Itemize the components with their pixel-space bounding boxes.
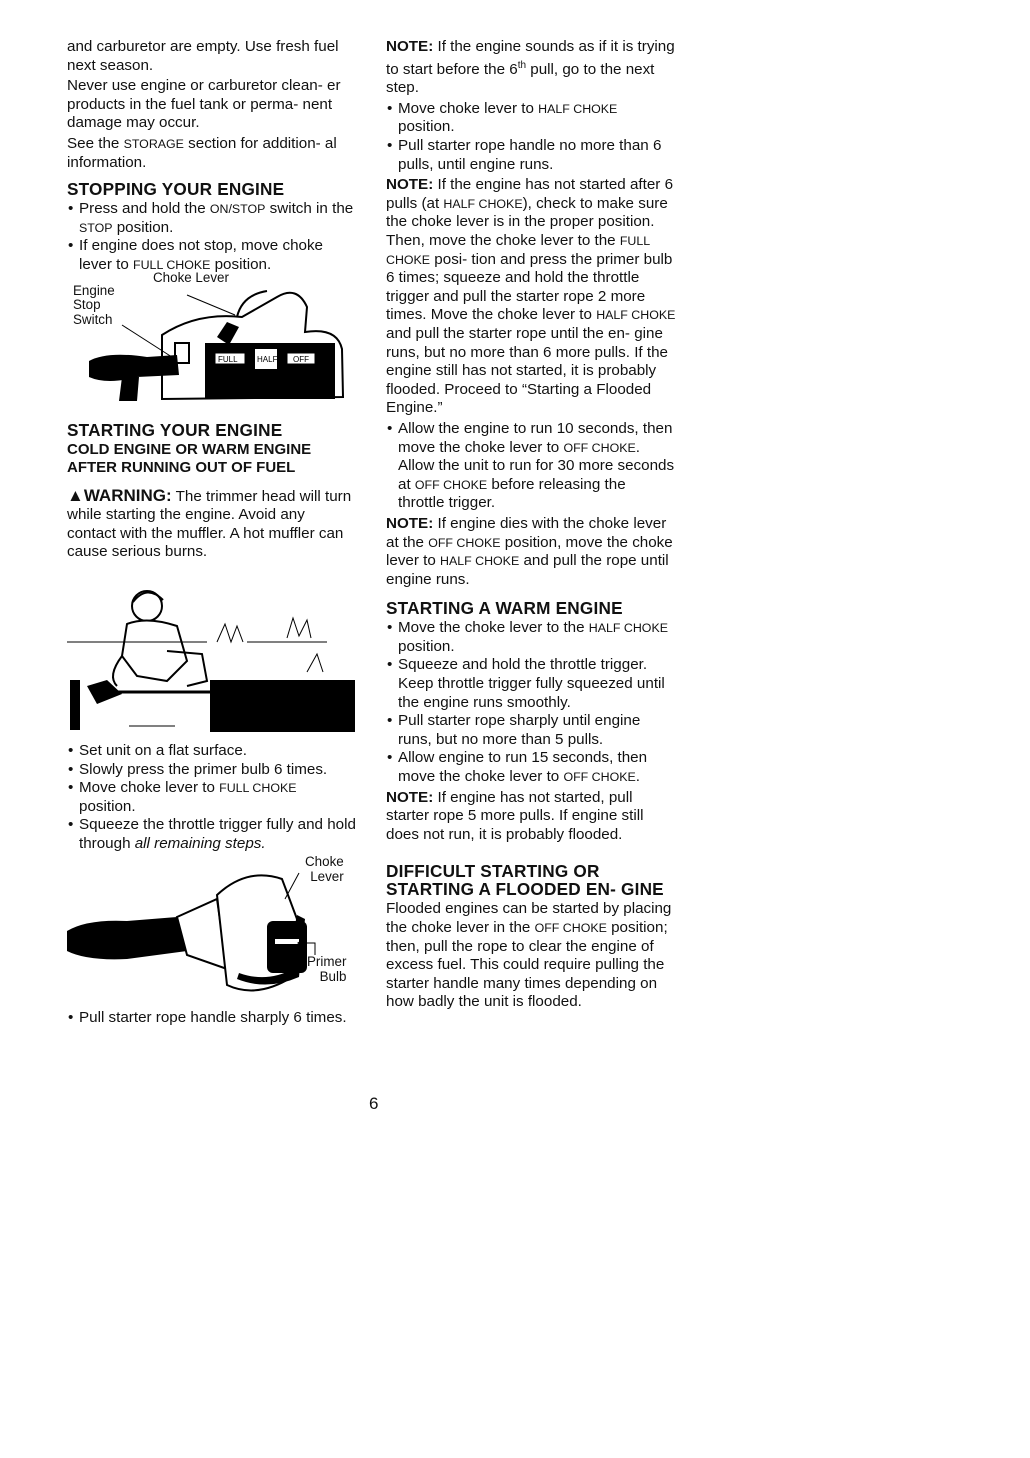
text: . Allow the unit to run for 30 more seconds at [398, 438, 675, 493]
text: Move the choke lever to the [398, 619, 589, 637]
note-2 [386, 176, 676, 418]
panel-full-label: FULL [218, 354, 238, 364]
text: section for addition- al information. [67, 134, 337, 171]
smallcaps: HALF CHOKE [443, 196, 523, 211]
smallcaps: OFF CHOKE [563, 440, 636, 455]
note-4 [386, 789, 676, 845]
text: Flooded engines can be started by placing the choke lever in the [386, 900, 672, 936]
text: See the [67, 134, 124, 152]
text: position, move the choke lever to [386, 533, 673, 570]
text: Squeeze and hold the throttle trigger. Keep throttle trigger fully squeezed until the engine runs smoothly. [398, 656, 665, 711]
list-item [386, 137, 676, 174]
list-item [67, 742, 357, 761]
primer-figure [67, 854, 357, 1001]
italic-text: all remaining steps. [134, 834, 266, 852]
note-3 [386, 515, 676, 589]
smallcaps: STORAGE [123, 136, 184, 151]
text: posi- tion and press the primer bulb 6 times; squeeze and hold the throttle trigger and pull the starter rope 2 more times. Move the choke lever to [386, 250, 673, 324]
engine-stop-switch-label: Engine Stop Switch [73, 282, 115, 327]
flooded-heading: DIFFICULT STARTING OR STARTING A FLOODED EN- GINE [386, 861, 664, 900]
text: Move choke lever to [79, 779, 220, 797]
stopping-list [67, 200, 357, 274]
primer-bulb-label: Primer Bulb [307, 954, 347, 984]
text: position. [112, 218, 174, 236]
left-column [67, 38, 357, 1030]
list-item [67, 237, 357, 274]
text: If engine has not started, pull starter rope 5 more pulls. If engine still does not run, it is probably flooded. [386, 788, 644, 843]
last-step-list [67, 1009, 357, 1028]
text: position. [210, 255, 272, 273]
text: Slowly press the primer bulb 6 times. [79, 760, 328, 778]
warm-engine-heading: STARTING A WARM ENGINE [386, 598, 623, 619]
smallcaps: OFF CHOKE [563, 770, 636, 785]
list-item [67, 761, 357, 780]
text: If the engine sounds as if it is trying to start before the 6 [386, 38, 675, 78]
text: If engine does not stop, move choke lever to [79, 237, 324, 273]
smallcaps: OFF CHOKE [414, 477, 488, 492]
text: and pull the rope until engine runs. [386, 552, 669, 588]
page-number: 6 [369, 1094, 379, 1113]
smallcaps: HALF CHOKE [588, 621, 668, 636]
text: Set unit on a flat surface. [79, 741, 248, 759]
warm-engine-list [386, 619, 676, 786]
list-item [386, 420, 676, 513]
warning-icon: ▲ [67, 485, 84, 505]
starting-figure [67, 576, 357, 732]
smallcaps: HALF CHOKE [538, 101, 618, 116]
see-storage-paragraph [67, 135, 357, 172]
list-item [67, 1009, 357, 1028]
text: Pull starter rope handle sharply 6 times. [79, 1009, 347, 1027]
smallcaps: HALF CHOKE [440, 554, 520, 569]
person-starting-illustration [67, 576, 357, 732]
text: Press and hold the [79, 200, 210, 218]
list-item [67, 200, 357, 237]
engine-stop-figure [67, 269, 357, 409]
warning-text: The trimmer head will turn while starting the engine. Avoid any contact with the muffler. A hot muffler can cause serious burns. [67, 487, 352, 561]
smallcaps: OFF CHOKE [428, 535, 501, 550]
text: position. [398, 637, 455, 655]
text: Squeeze the throttle trigger fully and hold through [79, 816, 356, 852]
smallcaps: HALF CHOKE [596, 308, 676, 323]
cold-engine-subheading: COLD ENGINE OR WARM ENGINE AFTER RUNNING OUT OF FUEL [67, 440, 312, 476]
list-item [386, 749, 676, 786]
text: position; then, pull the rope to clear the engine of excess fuel. This could require pulling the starter handle many times depending on how badly the unit is flooded. [386, 919, 668, 1011]
smallcaps: FULL CHOKE [386, 234, 650, 267]
text: Allow the engine to run 10 seconds, then move the choke lever to [398, 419, 673, 456]
text: position. [398, 118, 455, 136]
note-label: NOTE: [386, 176, 434, 194]
text: Allow engine to run 15 seconds, then move the choke lever to [398, 749, 648, 786]
note-label: NOTE: [386, 514, 434, 532]
text: Pull starter rope handle no more than 6 pulls, until engine runs. [398, 137, 662, 173]
superscript: th [517, 59, 527, 71]
list-item [386, 712, 676, 749]
text: If engine dies with the choke lever at the [386, 514, 667, 551]
smallcaps: ON/STOP [209, 202, 266, 217]
note-label: NOTE: [386, 38, 434, 55]
right-column [386, 38, 676, 1014]
list-item [386, 656, 676, 712]
smallcaps: OFF CHOKE [534, 921, 607, 935]
note-1 [386, 38, 676, 98]
list-item [386, 100, 676, 137]
text: before releasing the throttle trigger. [398, 475, 626, 512]
text: pull, go to the next step. [386, 60, 655, 97]
flooded-paragraph [386, 900, 676, 1012]
text: ), check to make sure the choke lever is in the proper position. Then, move the choke lever to the [386, 194, 668, 249]
intro-paragraph-1: and carburetor are empty. Use fresh fuel next season. [67, 38, 339, 74]
note-label: NOTE: [386, 788, 434, 806]
panel-half-label: HALF [257, 354, 278, 364]
note-1-list [386, 100, 676, 174]
warning-paragraph [67, 487, 357, 562]
text: If the engine has not started after 6 pulls (at [386, 176, 674, 212]
text: and pull the starter rope until the en- gine runs, but no more than 6 more pulls. If the engine still has not started, it is probably flooded. Proceed to “Starting a Flooded Engine.” [386, 324, 668, 417]
choke-lever-label-2: Choke Lever [305, 854, 344, 884]
smallcaps: FULL CHOKE [133, 257, 211, 272]
smallcaps: STOP [79, 220, 113, 235]
text: Pull starter rope sharply until engine runs, but no more than 5 pulls. [398, 712, 641, 748]
warning-title: WARNING: [83, 485, 172, 505]
text: . [635, 768, 640, 786]
text: position. [79, 797, 136, 815]
intro-paragraph-2: Never use engine or carburetor clean- er products in the fuel tank or perma- nent damage may occur. [67, 77, 341, 132]
note-2-list [386, 420, 676, 513]
list-item [67, 816, 357, 853]
panel-off-label: OFF [293, 354, 309, 364]
text: switch in the [265, 200, 354, 218]
smallcaps: FULL CHOKE [219, 781, 297, 796]
stopping-heading: STOPPING YOUR ENGINE [67, 179, 285, 200]
text: Move choke lever to [398, 99, 539, 117]
list-item [67, 779, 357, 816]
choke-lever-label: Choke Lever [153, 269, 229, 285]
starting-steps [67, 742, 357, 854]
starting-heading: STARTING YOUR ENGINE [67, 419, 283, 440]
list-item [386, 619, 676, 656]
